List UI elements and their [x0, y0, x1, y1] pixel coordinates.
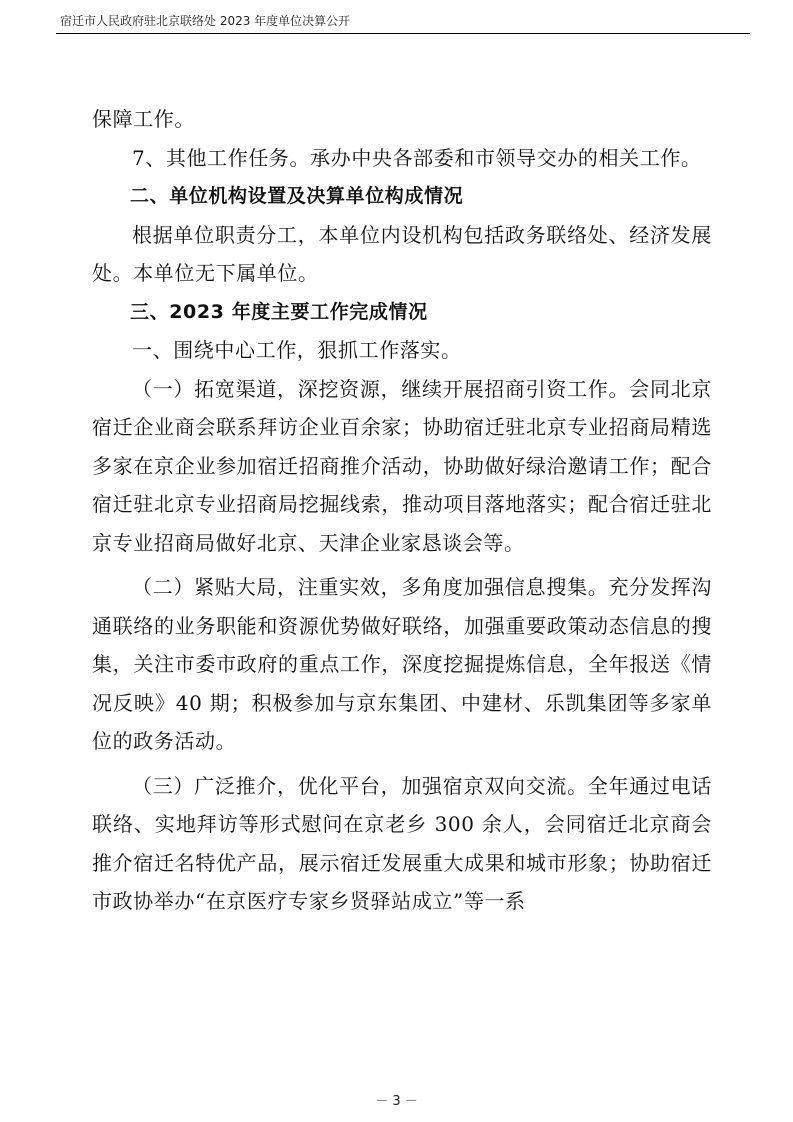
document-body	[92, 100, 712, 921]
paragraph-information: （二）紧贴大局，注重实效，多角度加强信息搜集。充分发挥沟通联络的业务职能和资源优势做好联络，加强重要政策动态信息的搜集，关注市委市政府的重点工作，深度挖掘提炼信息，全年报送《情况反映》40 期；积极参加与京东集团、中建材、乐凯集团等多家单位的政务活动。	[92, 575, 712, 753]
paragraph-item-7: 7、其他工作任务。承办中央各部委和市领导交办的相关工作。	[132, 145, 702, 170]
section-heading-3: 三、2023 年度主要工作完成情况	[130, 300, 428, 323]
page-number: － 3 －	[375, 1094, 418, 1109]
paragraph-investment: （一）拓宽渠道，深挖资源，继续开展招商引资工作。会同北京宿迁企业商会联系拜访企业百余家；协助宿迁驻北京专业招商局精选多家在京企业参加宿迁招商推介活动，协助做好绿洽邀请工作；配合宿迁驻北京专业招商局挖掘线索，推动项目落地落实；配合宿迁驻北京专业招商局做好北京、天津企业家恳谈会等。	[92, 376, 712, 555]
header-rule	[56, 33, 750, 34]
paragraph-exchange: （三）广泛推介，优化平台，加强宿京双向交流。全年通过电话联络、实地拜访等形式慰问在京老乡 300 余人，会同宿迁北京商会推介宿迁名特优产品，展示宿迁发展重大成果和城市形象；协助宿迁市政协举办“在京医疗专家乡贤驿站成立”等一系	[92, 773, 712, 913]
section-heading-2: 二、单位机构设置及决算单位构成情况	[130, 185, 464, 207]
paragraph-org-structure: 根据单位职责分工，本单位内设机构包括政务联络处、经济发展处。本单位无下属单位。	[92, 222, 712, 285]
subheading-1: 一、围绕中心工作，狠抓工作落实。	[132, 338, 462, 362]
running-header: 宿迁市人民政府驻北京联络处 2023 年度单位决算公开	[60, 14, 351, 28]
paragraph-continuation: 保障工作。	[92, 107, 195, 131]
